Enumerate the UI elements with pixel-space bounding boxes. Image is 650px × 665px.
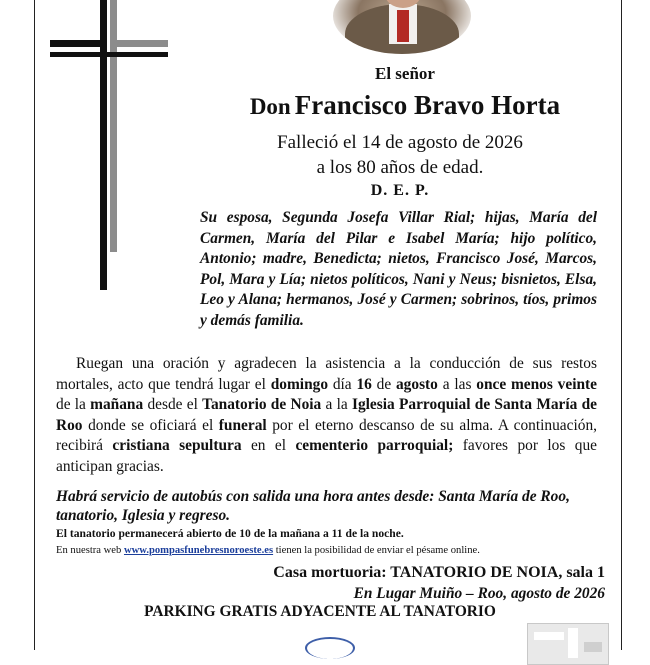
name-text: Francisco Bravo Horta — [294, 90, 561, 120]
web-note: En nuestra web www.pompasfunebresnoroeste.es tienen la posibilidad de enviar el pésame online. — [56, 545, 480, 556]
ceremony-details: Ruegan una oración y agradecen la asistencia a la conducción de sus restos mortales, acto que tendrá lugar el domingo día 16 de agosto a las once menos veinte de la mañana desde el Tanatorio de Noia a la Iglesia Parroquial de Santa María de Roo donde se oficiará el funeral por el eterno descanso de su alma. A continuación, recibirá cristiana sepultura en el cementerio parroquial; favores por los que anticipan gracias. — [56, 355, 597, 475]
frame-left-line — [34, 0, 35, 650]
family-list: Su esposa, Segunda Josefa Villar Rial; hijas, María del Carmen, María del Pilar e Isabel María; hijo político, Antonio; madre, Benedicta; nietos, Francisco José, Marcos, Pol, Mara y Lía; nietos políticos, Nani y Neus; bisnietos, Elsa, Leo y Alana; hermanos, José y Carmen; sobrinos, tíos, primos y demás familia. — [200, 209, 597, 329]
deceased-name — [185, 90, 625, 121]
company-logo-icon — [305, 637, 355, 659]
tanatorio-hours: El tanatorio permanecerá abierto de 10 de la mañana a 11 de la noche. — [56, 527, 404, 540]
death-date: Falleció el 14 de agosto de 2026 — [277, 132, 523, 153]
website-link[interactable]: www.pompasfunebresnoroeste.es — [123, 545, 274, 556]
bus-service-note: Habrá servicio de autobús con salida una hora antes desde: Santa María de Roo, tanatorio, Iglesia y regreso. — [56, 488, 570, 524]
deceased-photo — [333, 0, 471, 54]
casa-mortuoria: Casa mortuoria: TANATORIO DE NOIA, sala 1 — [273, 564, 605, 581]
name-prefix: Don — [249, 94, 291, 119]
location-map-icon — [527, 623, 609, 665]
cross-icon — [50, 0, 170, 290]
title-el-senor: El señor — [375, 64, 435, 83]
place-date: En Lugar Muiño – Roo, agosto de 2026 — [353, 585, 605, 602]
age-line: a los 80 años de edad. — [316, 157, 484, 178]
parking-notice: PARKING GRATIS ADYACENTE AL TANATORIO — [144, 603, 496, 620]
dep-text: D. E. P. — [370, 182, 430, 199]
